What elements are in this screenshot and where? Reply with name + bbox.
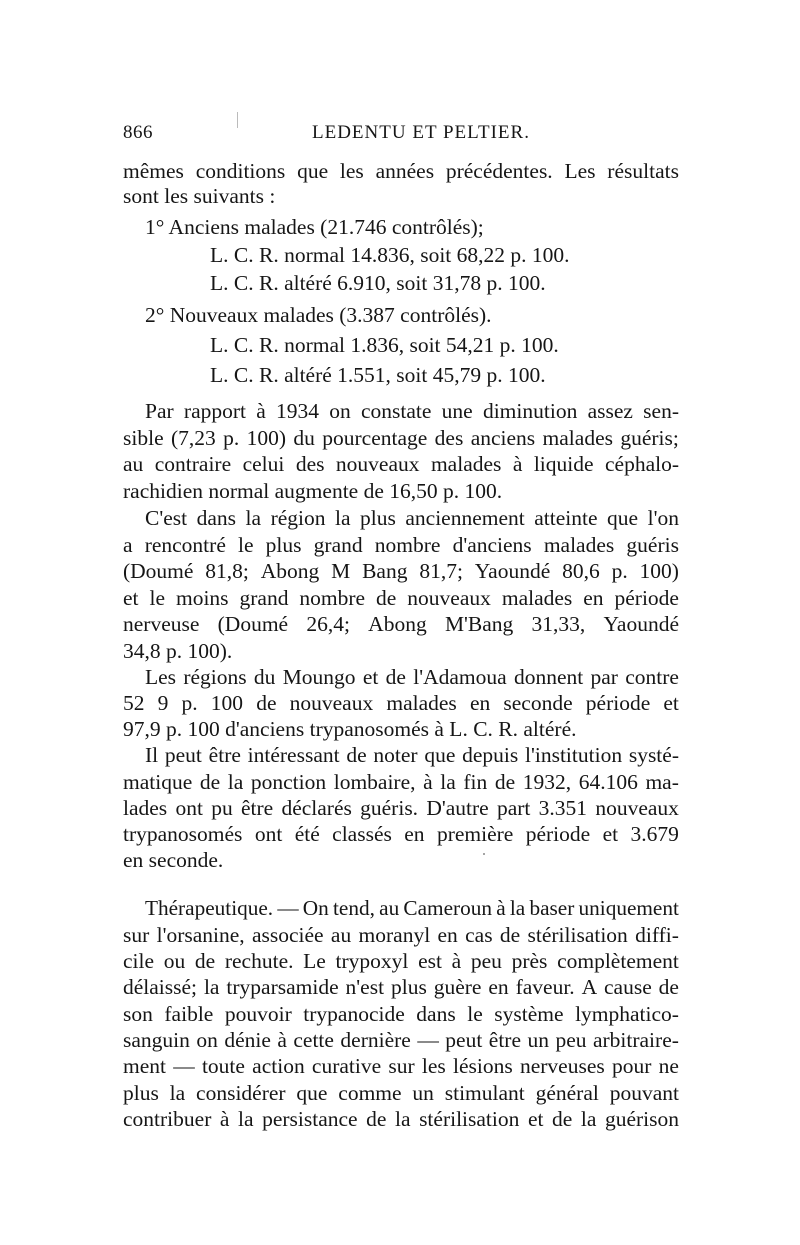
text-line: ment — toute action curative sur les lésions nerveuses pour ne — [123, 1054, 679, 1078]
text-line: et le moins grand nombre de nouveaux malades en période — [123, 586, 679, 610]
text-line: trypanosomés ont été classés en première période et 3.679 — [123, 822, 679, 846]
text-line: sible (7,23 p. 100) du pourcentage des anciens malades guéris; — [123, 426, 679, 450]
text-line: Thérapeutique. — On tend, au Cameroun à la baser uniquement — [145, 896, 679, 920]
text-line: L. C. R. altéré 1.551, soit 45,79 p. 100. — [210, 363, 546, 387]
text-line: cile ou de rechute. Le trypoxyl est à peu près complètement — [123, 949, 679, 973]
text-line: 34,8 p. 100). — [123, 639, 233, 663]
text-line: Les régions du Moungo et de l'Adamoua donnent par contre — [145, 665, 679, 689]
text-line: contribuer à la persistance de la stérilisation et de la guérison — [123, 1107, 679, 1131]
text-line: a rencontré le plus grand nombre d'anciens malades guéris — [123, 533, 679, 557]
text-line: mêmes conditions que les années précédentes. Les résultats — [123, 159, 679, 183]
text-line: 2° Nouveaux malades (3.387 contrôlés). — [145, 303, 492, 327]
text-line: nerveuse (Doumé 26,4; Abong M'Bang 31,33, Yaoundé — [123, 612, 679, 636]
print-mark — [237, 112, 238, 128]
text-line: L. C. R. normal 14.836, soit 68,22 p. 100. — [210, 243, 570, 267]
text-line: plus la considérer que comme un stimulant général pouvant — [123, 1081, 679, 1105]
print-speck — [483, 853, 485, 855]
text-line: 97,9 p. 100 d'anciens trypanosomés à L. C. R. altéré. — [123, 717, 577, 741]
text-line: Il peut être intéressant de noter que depuis l'institution systé- — [145, 743, 679, 767]
text-line: délaissé; la tryparsamide n'est plus guère en faveur. A cause de — [123, 975, 679, 999]
text-line: sur l'orsanine, associée au moranyl en cas de stérilisation diffi- — [123, 923, 679, 947]
page-number: 866 — [123, 122, 153, 143]
text-line: L. C. R. normal 1.836, soit 54,21 p. 100. — [210, 333, 559, 357]
text-line: 1° Anciens malades (21.746 contrôlés); — [145, 215, 484, 239]
text-line: L. C. R. altéré 6.910, soit 31,78 p. 100. — [210, 271, 546, 295]
text-line: 52 9 p. 100 de nouveaux malades en seconde période et — [123, 691, 679, 715]
text-line: lades ont pu être déclarés guéris. D'autre part 3.351 nouveaux — [123, 796, 679, 820]
text-line: matique de la ponction lombaire, à la fin de 1932, 64.106 ma- — [123, 770, 679, 794]
text-line: Par rapport à 1934 on constate une diminution assez sen- — [145, 399, 679, 423]
text-line: C'est dans la région la plus anciennement atteinte que l'on — [145, 506, 679, 530]
text-line: sont les suivants : — [123, 184, 276, 208]
text-line: (Doumé 81,8; Abong M Bang 81,7; Yaoundé 80,6 p. 100) — [123, 559, 679, 583]
text-line: rachidien normal augmente de 16,50 p. 100. — [123, 479, 503, 503]
text-line: son faible pouvoir trypanocide dans le système lymphatico- — [123, 1002, 679, 1026]
text-line: sanguin on dénie à cette dernière — peut être un peu arbitraire- — [123, 1028, 679, 1052]
running-title: LEDENTU ET PELTIER. — [312, 122, 530, 143]
text-line: en seconde. — [123, 848, 224, 872]
text-line: au contraire celui des nouveaux malades à liquide céphalo- — [123, 452, 679, 476]
